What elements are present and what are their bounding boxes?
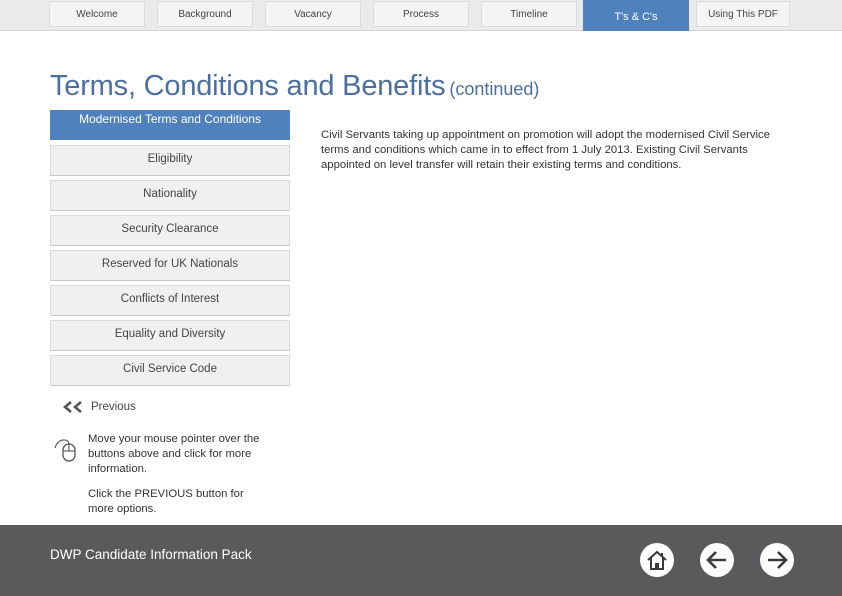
- help-text-hover: Move your mouse pointer over the buttons above and click for more information.: [88, 433, 260, 475]
- footer: [0, 525, 842, 596]
- menu-item-equality-diversity[interactable]: Equality and Diversity: [50, 320, 290, 351]
- arrow-left-icon: [700, 543, 734, 577]
- menu-item-security-clearance[interactable]: Security Clearance: [50, 215, 290, 246]
- menu-item-reserved-uk-nationals[interactable]: Reserved for UK Nationals: [50, 250, 290, 281]
- tab-welcome[interactable]: Welcome: [49, 1, 145, 27]
- menu-item-modernised-terms[interactable]: Modernised Terms and Conditions: [50, 110, 290, 140]
- top-navigation: [0, 0, 842, 31]
- tab-vacancy[interactable]: Vacancy: [265, 1, 361, 27]
- forward-arrow-button[interactable]: [760, 543, 794, 577]
- tab-background[interactable]: Background: [157, 1, 253, 27]
- menu-item-conflicts-of-interest[interactable]: Conflicts of Interest: [50, 285, 290, 316]
- mouse-icon: [54, 436, 78, 462]
- content-paragraph: Civil Servants taking up appointment on promotion will adopt the modernised Civil Service terms and conditions which came in to effect from 1 July 2013. Existing Civil Servants appointed on level transfer will retain their existing terms and conditions.: [321, 129, 770, 172]
- previous-label: Previous: [91, 401, 136, 413]
- previous-button[interactable]: [62, 401, 136, 413]
- tab-timeline[interactable]: Timeline: [481, 1, 577, 27]
- arrow-right-icon: [760, 543, 794, 577]
- help-text-previous: Click the PREVIOUS button for more options.: [88, 488, 244, 515]
- footer-title: DWP Candidate Information Pack: [50, 547, 252, 562]
- tab-using-this-pdf[interactable]: Using This PDF: [696, 1, 790, 27]
- page-title-sub: (continued): [449, 79, 540, 99]
- menu-item-eligibility[interactable]: Eligibility: [50, 145, 290, 176]
- tab-ts-and-cs[interactable]: T's & C's: [583, 0, 689, 31]
- home-icon: [640, 543, 674, 577]
- help-text: [88, 432, 263, 517]
- double-chevron-left-icon: [62, 401, 84, 413]
- page-title: [50, 70, 539, 103]
- menu-item-civil-service-code[interactable]: Civil Service Code: [50, 355, 290, 386]
- menu-item-nationality[interactable]: Nationality: [50, 180, 290, 211]
- tab-process[interactable]: Process: [373, 1, 469, 27]
- page-title-main: Terms, Conditions and Benefits: [50, 70, 446, 102]
- home-button[interactable]: [640, 543, 674, 577]
- back-arrow-button[interactable]: [700, 543, 734, 577]
